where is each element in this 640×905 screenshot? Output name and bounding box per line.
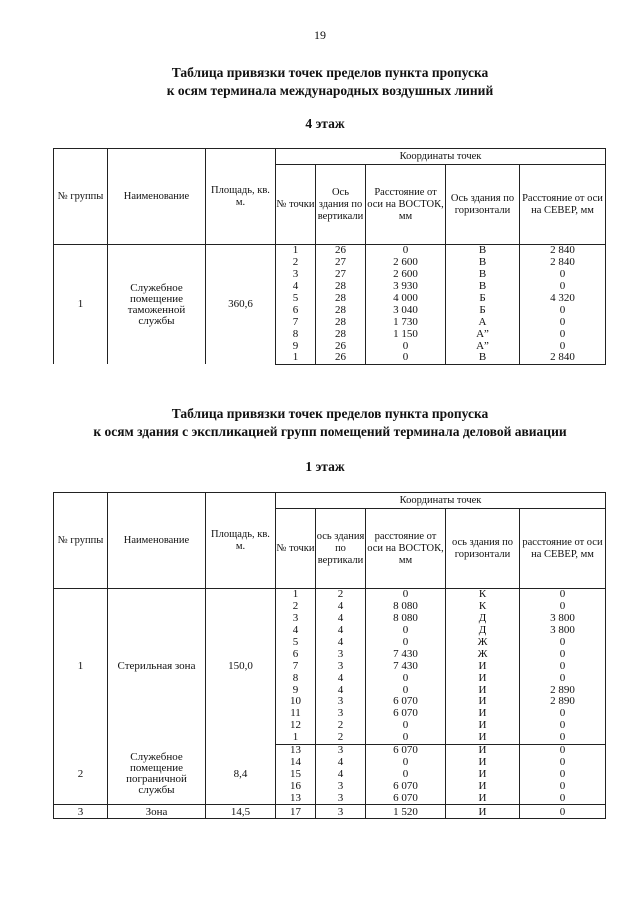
axis-horizontal: И: [446, 672, 520, 684]
axis-horizontal: А: [446, 316, 520, 328]
distance-east: 0: [366, 720, 446, 732]
axis-vertical: 28: [316, 304, 366, 316]
axis-vertical: 3: [316, 792, 366, 804]
distance-north: 0: [520, 708, 606, 720]
distance-north: 0: [520, 328, 606, 340]
point-number: 12: [276, 720, 316, 732]
distance-north: 0: [520, 601, 606, 613]
axis-horizontal: Б: [446, 293, 520, 305]
point-number: 13: [276, 744, 316, 756]
distance-north: 4 320: [520, 293, 606, 305]
point-number: 4: [276, 281, 316, 293]
point-number: 5: [276, 293, 316, 305]
axis-horizontal: А”: [446, 340, 520, 352]
table-row: [54, 744, 606, 756]
axis-vertical: 26: [316, 352, 366, 364]
axis-vertical: 26: [316, 245, 366, 257]
distance-north: 2 840: [520, 257, 606, 269]
point-number: 4: [276, 625, 316, 637]
distance-east: 7 430: [366, 660, 446, 672]
point-number: 3: [276, 269, 316, 281]
table2-title-line2: к осям здания с экспликацией групп помещений терминала деловой авиации: [93, 424, 567, 439]
header-area: Площадь, кв. м.: [206, 149, 276, 245]
axis-horizontal: В: [446, 281, 520, 293]
axis-vertical: 26: [316, 340, 366, 352]
distance-east: 2 600: [366, 257, 446, 269]
axis-vertical: 2: [316, 720, 366, 732]
header-axis-h: Ось здания по горизонтали: [446, 165, 520, 245]
distance-east: 7 430: [366, 648, 446, 660]
axis-vertical: 28: [316, 281, 366, 293]
distance-north: 0: [520, 720, 606, 732]
distance-east: 0: [366, 352, 446, 364]
axis-horizontal: И: [446, 792, 520, 804]
distance-north: 0: [520, 340, 606, 352]
point-number: 1: [276, 732, 316, 744]
distance-east: 0: [366, 756, 446, 768]
group-number: 1: [54, 589, 108, 745]
header-dist-north: расстояние от оси на СЕВЕР, мм: [520, 509, 606, 589]
point-number: 6: [276, 648, 316, 660]
header-name: Наименование: [108, 493, 206, 589]
group-name: Стерильная зона: [108, 589, 206, 745]
group-number: 1: [54, 245, 108, 365]
table2: [53, 492, 606, 819]
distance-north: 0: [520, 768, 606, 780]
table2-title-line1: Таблица привязки точек пределов пункта пропуска: [171, 406, 489, 421]
axis-horizontal: К: [446, 601, 520, 613]
axis-vertical: 3: [316, 805, 366, 819]
axis-horizontal: Д: [446, 613, 520, 625]
distance-east: 1 730: [366, 316, 446, 328]
table1-title-line1: Таблица привязки точек пределов пункта пропуска: [171, 65, 489, 80]
axis-vertical: 4: [316, 613, 366, 625]
axis-horizontal: И: [446, 780, 520, 792]
distance-east: 8 080: [366, 613, 446, 625]
axis-horizontal: В: [446, 269, 520, 281]
distance-east: 4 000: [366, 293, 446, 305]
axis-horizontal: И: [446, 720, 520, 732]
header-group-no: № группы: [54, 149, 108, 245]
axis-vertical: 3: [316, 648, 366, 660]
axis-horizontal: Д: [446, 625, 520, 637]
distance-north: 0: [520, 672, 606, 684]
table-row: [54, 805, 606, 819]
axis-horizontal: И: [446, 756, 520, 768]
distance-north: 0: [520, 792, 606, 804]
distance-east: 3 040: [366, 304, 446, 316]
header-dist-north: Расстояние от оси на СЕВЕР, мм: [520, 165, 606, 245]
header-axis-v: Ось здания по вертикали: [316, 165, 366, 245]
axis-horizontal: Ж: [446, 637, 520, 649]
distance-east: 1 520: [366, 805, 446, 819]
table1: [53, 148, 606, 365]
axis-vertical: 4: [316, 684, 366, 696]
distance-north: 0: [520, 316, 606, 328]
axis-vertical: 2: [316, 589, 366, 601]
distance-east: 6 070: [366, 708, 446, 720]
table1-title-line2: к осям терминала международных воздушных линий: [166, 83, 494, 98]
axis-vertical: 28: [316, 316, 366, 328]
point-number: 7: [276, 316, 316, 328]
point-number: 17: [276, 805, 316, 819]
group-name: Служебное помещение пограничной службы: [108, 744, 206, 804]
axis-vertical: 28: [316, 328, 366, 340]
axis-horizontal: И: [446, 805, 520, 819]
point-number: 7: [276, 660, 316, 672]
group-name: Зона: [108, 805, 206, 819]
axis-vertical: 3: [316, 660, 366, 672]
distance-east: 6 070: [366, 780, 446, 792]
table2-title: [0, 405, 640, 441]
point-number: 14: [276, 756, 316, 768]
header-point-no: № точки: [276, 509, 316, 589]
header-name: Наименование: [108, 149, 206, 245]
distance-east: 6 070: [366, 696, 446, 708]
point-number: 15: [276, 768, 316, 780]
distance-east: 0: [366, 637, 446, 649]
distance-east: 8 080: [366, 601, 446, 613]
distance-north: 2 840: [520, 352, 606, 364]
distance-east: 0: [366, 684, 446, 696]
axis-horizontal: Б: [446, 304, 520, 316]
distance-east: 2 600: [366, 269, 446, 281]
distance-north: 0: [520, 648, 606, 660]
group-number: 2: [54, 744, 108, 804]
point-number: 13: [276, 792, 316, 804]
table2-floor: 1 этаж: [305, 459, 345, 474]
distance-north: 3 800: [520, 613, 606, 625]
axis-vertical: 2: [316, 732, 366, 744]
axis-vertical: 3: [316, 696, 366, 708]
header-coords: Координаты точек: [276, 149, 606, 165]
header-axis-h: ось здания по горизонтали: [446, 509, 520, 589]
group-number: 3: [54, 805, 108, 819]
point-number: 9: [276, 340, 316, 352]
header-coords: Координаты точек: [276, 493, 606, 509]
point-number: 1: [276, 352, 316, 364]
distance-north: 0: [520, 660, 606, 672]
group-area: 360,6: [206, 245, 276, 365]
header-point-no: № точки: [276, 165, 316, 245]
point-number: 16: [276, 780, 316, 792]
point-number: 8: [276, 328, 316, 340]
axis-vertical: 27: [316, 257, 366, 269]
point-number: 2: [276, 257, 316, 269]
distance-east: 3 930: [366, 281, 446, 293]
point-number: 6: [276, 304, 316, 316]
axis-horizontal: И: [446, 696, 520, 708]
header-group-no: № группы: [54, 493, 108, 589]
axis-horizontal: К: [446, 589, 520, 601]
distance-north: 2 890: [520, 684, 606, 696]
distance-east: 6 070: [366, 744, 446, 756]
point-number: 1: [276, 245, 316, 257]
header-dist-east: расстояние от оси на ВОСТОК, мм: [366, 509, 446, 589]
axis-horizontal: В: [446, 245, 520, 257]
page-number: 19: [314, 28, 326, 42]
table1-title: [0, 64, 640, 100]
distance-east: 6 070: [366, 792, 446, 804]
distance-east: 0: [366, 768, 446, 780]
point-number: 10: [276, 696, 316, 708]
distance-east: 0: [366, 625, 446, 637]
distance-east: 0: [366, 672, 446, 684]
distance-north: 0: [520, 744, 606, 756]
table1-floor: 4 этаж: [305, 116, 345, 131]
axis-vertical: 4: [316, 637, 366, 649]
header-area: Площадь, кв. м.: [206, 493, 276, 589]
table-row: [54, 245, 606, 257]
axis-vertical: 4: [316, 601, 366, 613]
point-number: 5: [276, 637, 316, 649]
distance-east: 0: [366, 732, 446, 744]
header-axis-v: ось здания по вертикали: [316, 509, 366, 589]
distance-north: 0: [520, 589, 606, 601]
axis-horizontal: И: [446, 744, 520, 756]
group-area: 8,4: [206, 744, 276, 804]
header-dist-east: Расстояние от оси на ВОСТОК, мм: [366, 165, 446, 245]
distance-north: 0: [520, 732, 606, 744]
axis-vertical: 3: [316, 744, 366, 756]
distance-north: 0: [520, 637, 606, 649]
group-name: Служебное помещение таможенной службы: [108, 245, 206, 365]
axis-vertical: 4: [316, 756, 366, 768]
point-number: 9: [276, 684, 316, 696]
axis-vertical: 4: [316, 625, 366, 637]
axis-vertical: 28: [316, 293, 366, 305]
axis-horizontal: И: [446, 660, 520, 672]
axis-horizontal: И: [446, 768, 520, 780]
distance-east: 0: [366, 245, 446, 257]
group-area: 14,5: [206, 805, 276, 819]
axis-vertical: 4: [316, 672, 366, 684]
axis-vertical: 3: [316, 780, 366, 792]
distance-east: 0: [366, 589, 446, 601]
axis-vertical: 3: [316, 708, 366, 720]
distance-east: 0: [366, 340, 446, 352]
axis-vertical: 27: [316, 269, 366, 281]
distance-north: 3 800: [520, 625, 606, 637]
axis-horizontal: В: [446, 352, 520, 364]
axis-vertical: 4: [316, 768, 366, 780]
distance-east: 1 150: [366, 328, 446, 340]
table-row: [54, 589, 606, 601]
axis-horizontal: И: [446, 732, 520, 744]
distance-north: 0: [520, 304, 606, 316]
axis-horizontal: А”: [446, 328, 520, 340]
distance-north: 0: [520, 756, 606, 768]
point-number: 11: [276, 708, 316, 720]
axis-horizontal: В: [446, 257, 520, 269]
point-number: 2: [276, 601, 316, 613]
axis-horizontal: Ж: [446, 648, 520, 660]
point-number: 3: [276, 613, 316, 625]
distance-north: 2 890: [520, 696, 606, 708]
point-number: 1: [276, 589, 316, 601]
axis-horizontal: И: [446, 684, 520, 696]
distance-north: 0: [520, 269, 606, 281]
distance-north: 0: [520, 805, 606, 819]
distance-north: 2 840: [520, 245, 606, 257]
point-number: 8: [276, 672, 316, 684]
distance-north: 0: [520, 281, 606, 293]
distance-north: 0: [520, 780, 606, 792]
axis-horizontal: И: [446, 708, 520, 720]
group-area: 150,0: [206, 589, 276, 745]
